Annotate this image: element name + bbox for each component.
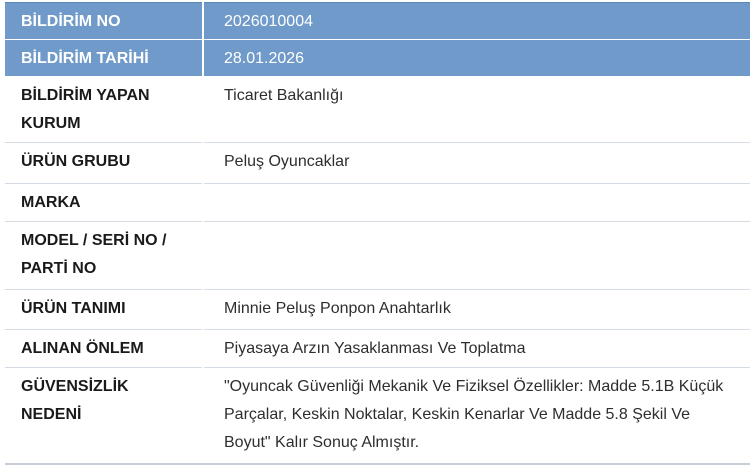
brand-label: MARKA — [5, 184, 203, 222]
row-notice-no — [5, 3, 750, 40]
row-unsafety-reason — [5, 368, 750, 464]
notice-no-label: BİLDİRİM NO — [5, 3, 203, 40]
row-product-description — [5, 290, 750, 330]
notice-date-label: BİLDİRİM TARİHİ — [5, 40, 203, 77]
row-brand — [5, 184, 750, 222]
notice-no-value: 2026010004 — [203, 3, 750, 40]
product-group-label: ÜRÜN GRUBU — [5, 143, 203, 184]
row-notice-date — [5, 40, 750, 77]
product-group-value: Peluş Oyuncaklar — [203, 143, 750, 184]
measure-taken-value: Piyasaya Arzın Yasaklanması Ve Toplatma — [203, 330, 750, 368]
row-product-group — [5, 143, 750, 184]
product-description-value: Minnie Peluş Ponpon Anahtarlık — [203, 290, 750, 330]
reporting-institution-value: Ticaret Bakanlığı — [203, 77, 750, 143]
notice-table — [5, 2, 750, 465]
measure-taken-label: ALINAN ÖNLEM — [5, 330, 203, 368]
notice-date-value: 28.01.2026 — [203, 40, 750, 77]
model-serial-batch-label: MODEL / SERİ NO / PARTİ NO — [5, 222, 203, 290]
reporting-institution-label: BİLDİRİM YAPAN KURUM — [5, 77, 203, 143]
unsafety-reason-label: GÜVENSİZLİK NEDENİ — [5, 368, 203, 464]
unsafety-reason-value: "Oyuncak Güvenliği Mekanik Ve Fiziksel Özellikler: Madde 5.1B Küçük Parçalar, Keskin Noktalar, Keskin Kenarlar Ve Madde 5.8 Şekil Ve Boyut" Kalır Sonuç Almıştır. — [203, 368, 750, 464]
row-model-serial-batch — [5, 222, 750, 290]
row-reporting-institution — [5, 77, 750, 143]
model-serial-batch-value — [203, 222, 750, 290]
brand-value — [203, 184, 750, 222]
product-description-label: ÜRÜN TANIMI — [5, 290, 203, 330]
row-measure-taken — [5, 330, 750, 368]
